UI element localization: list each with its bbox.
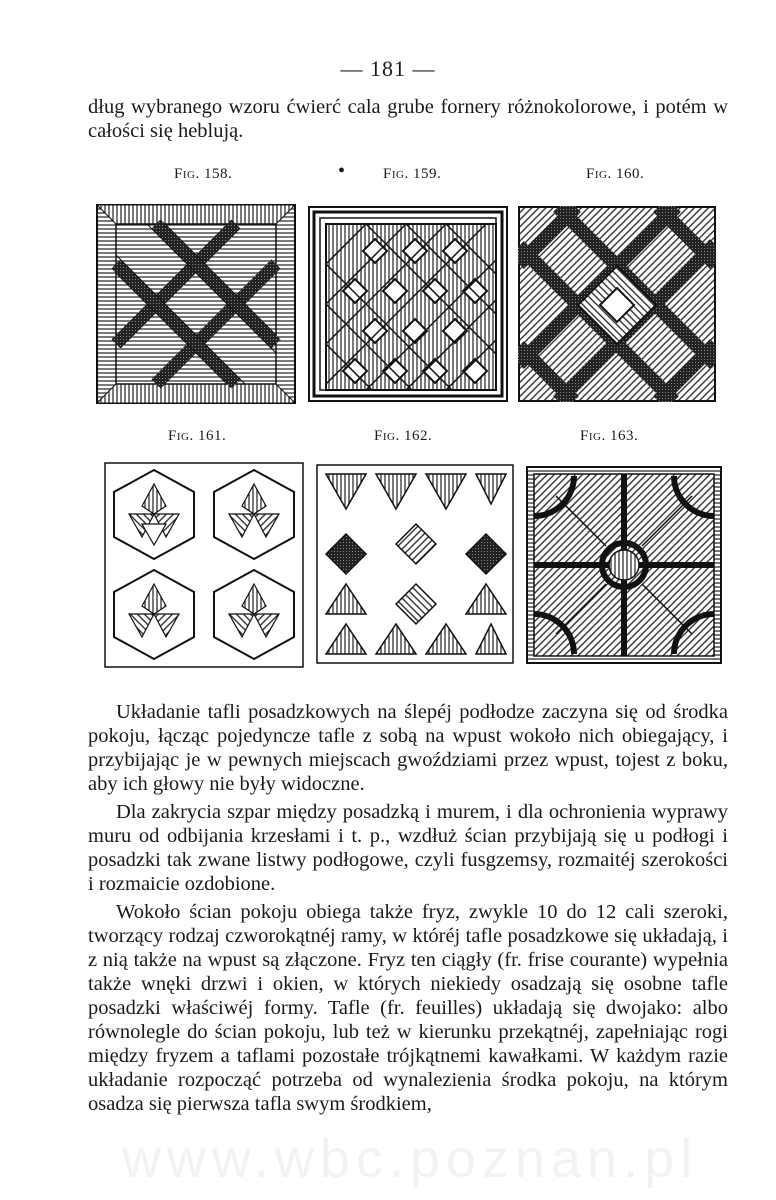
- figure-162-cross-stars: [316, 464, 514, 664]
- library-watermark: www.wbc.poznan.pl: [121, 1129, 699, 1189]
- figure-159-octagon-grid: [308, 206, 508, 402]
- paragraph-1: Układanie tafli posadzkowych na ślepéj podłodze zaczyna się od środka pokoju, łącząc pojedyncze tafle z sobą na wpust wokoło nich obiegający, i przybijając je w pewnych miejscach gwoździami przez wpust, tojest z boku, aby ich głowy nie były widoczne.: [88, 701, 728, 795]
- intro-text: dług wybranego wzoru ćwierć cala grube fornery różnokolorowe, i potém w całości się heblują.: [88, 96, 728, 142]
- paragraph-3: Wokoło ścian pokoju obiega także fryz, zwykle 10 do 12 cali szeroki, tworzący rodzaj czworokątnéj ramy, w któréj tafle posadzkowe się układają, i z nią także na wpust są złączone. Fryz ten ciągły (fr. frise courante) wypełnia także wnęki drzwi i okien, w których niekiedy osadzają się osobne tafle posadzki właściwéj formy. Tafle (fr. feuilles) układają się dwojako: albo równolegle do ścian pokoju, lub też w kierunku przekątnéj, zapełniając rogi między fryzem a taflami pozostałe trójkątnemi kawałkami. W każdym razie układanie rozpocząć potrzeba od wynalezienia środka pokoju, na którym osadza się pierwsza tafla swym środkiem,: [88, 901, 728, 1115]
- figure-161-hexagon-stars: [104, 462, 304, 668]
- caption-fig-163: Fig. 163.: [580, 428, 639, 444]
- figure-160-diagonal-bands: [518, 206, 716, 402]
- page-number: — 181 —: [340, 56, 436, 81]
- paragraph-2: Dla zakrycia szpar między posadzką i murem, i dla ochronienia wyprawy muru od odbijania krzesłami i t. p., wzdłuż ścian przybijają się u podłogi i posadzki tak zwane listwy podłogowe, czyli fusgzemsy, rozmaitéj szerokości i rozmaicie ozdobione.: [88, 801, 728, 895]
- caption-fig-158: Fig. 158.: [174, 166, 233, 182]
- figure-163-circle-medallion: [526, 466, 722, 664]
- caption-fig-161: Fig. 161.: [168, 428, 227, 444]
- caption-fig-160: Fig. 160.: [586, 166, 645, 182]
- stray-dot: •: [338, 160, 346, 182]
- figure-158-parquet-lattice: [96, 204, 296, 404]
- caption-fig-159: Fig. 159.: [383, 166, 442, 182]
- caption-fig-162: Fig. 162.: [374, 428, 433, 444]
